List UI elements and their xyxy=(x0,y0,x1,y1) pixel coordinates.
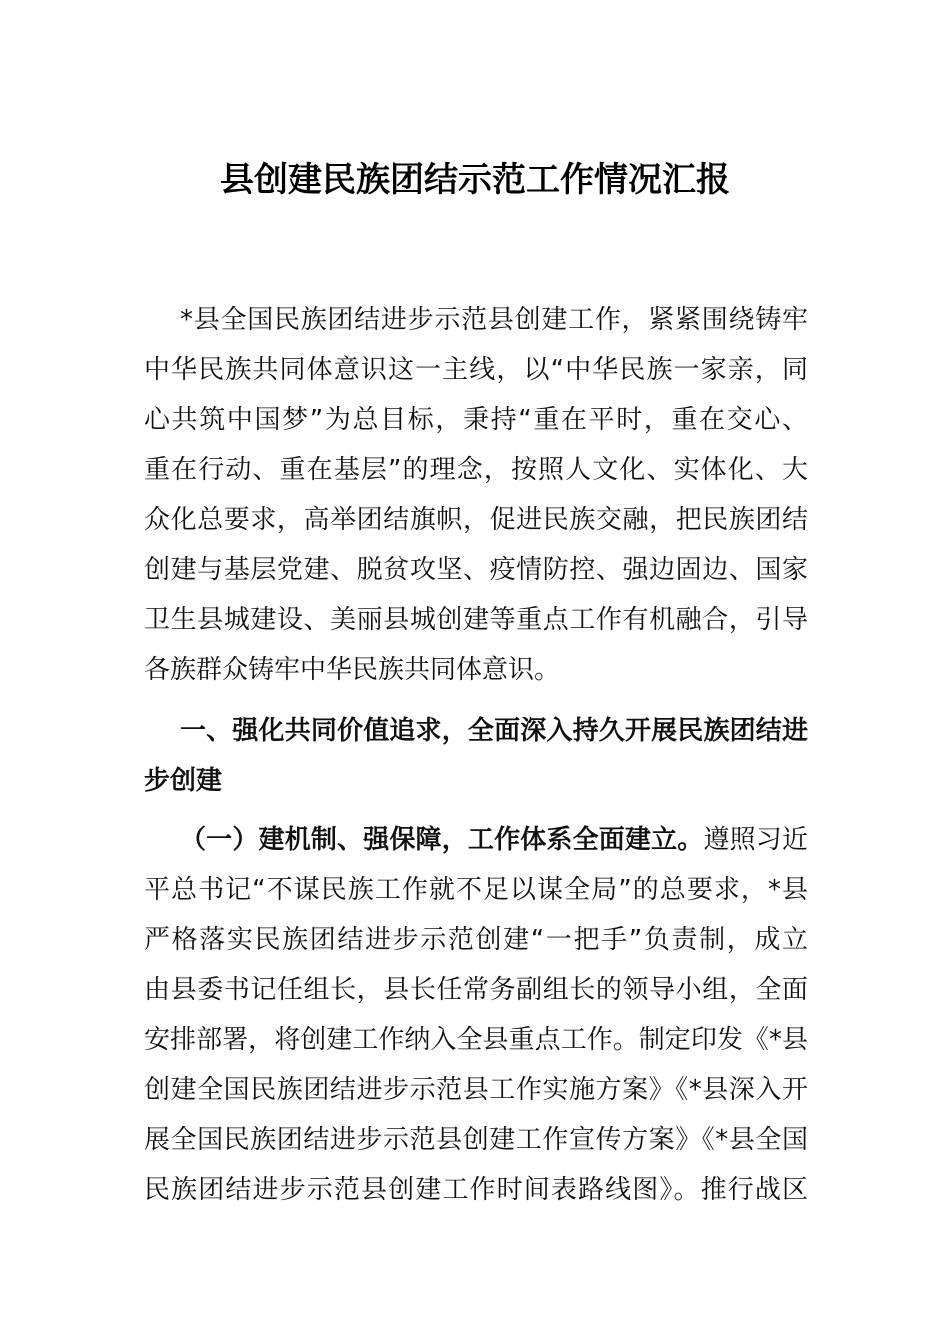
heading-line: 一、强化共同价值追求，全面深入持久开展民族团结进 xyxy=(180,716,808,746)
paragraph-line: 中华民族共同体意识这一主线，以“中华民族一家亲，同 xyxy=(144,355,808,385)
paragraph-line: 心共筑中国梦”为总目标，秉持“重在平时，重在交心、 xyxy=(144,405,808,435)
paragraph-line: 平总书记“不谋民族工作就不足以谋全局”的总要求，*县 xyxy=(144,875,808,905)
subsection-heading: （一）建机制、强保障，工作体系全面建立。 xyxy=(180,825,704,855)
subsection-paragraph xyxy=(144,815,808,1215)
section-heading xyxy=(144,706,808,806)
intro-paragraph xyxy=(144,295,808,695)
paragraph-line: 由县委书记任组长，县长任常务副组长的领导小组，全面 xyxy=(144,975,808,1005)
paragraph-line: 民族团结进步示范县创建工作时间表路线图》。推行战区 xyxy=(144,1175,808,1205)
document-title: 县创建民族团结示范工作情况汇报 xyxy=(220,160,730,200)
paragraph-inline-text: 遵照习近 xyxy=(703,825,808,855)
paragraph-line: 重在行动、重在基层”的理念，按照人文化、实体化、大 xyxy=(144,455,808,485)
paragraph-line: *县全国民族团结进步示范县创建工作，紧紧围绕铸牢 xyxy=(180,305,808,335)
paragraph-line: 安排部署，将创建工作纳入全县重点工作。制定印发《*县 xyxy=(144,1025,808,1055)
paragraph-line: 各族群众铸牢中华民族共同体意识。 xyxy=(144,655,561,685)
paragraph-line: 卫生县城建设、美丽县城创建等重点工作有机融合，引导 xyxy=(144,605,808,635)
paragraph-line: 展全国民族团结进步示范县创建工作宣传方案》《*县全国 xyxy=(144,1125,808,1155)
paragraph-line xyxy=(144,815,808,865)
paragraph-line: 创建全国民族团结进步示范县工作实施方案》《*县深入开 xyxy=(144,1075,808,1105)
paragraph-line: 众化总要求，高举团结旗帜，促进民族交融，把民族团结 xyxy=(144,505,808,535)
paragraph-line: 严格落实民族团结进步示范创建“一把手”负责制，成立 xyxy=(144,925,808,955)
heading-line: 步创建 xyxy=(144,766,223,796)
paragraph-line: 创建与基层党建、脱贫攻坚、疫情防控、强边固边、国家 xyxy=(144,555,808,585)
